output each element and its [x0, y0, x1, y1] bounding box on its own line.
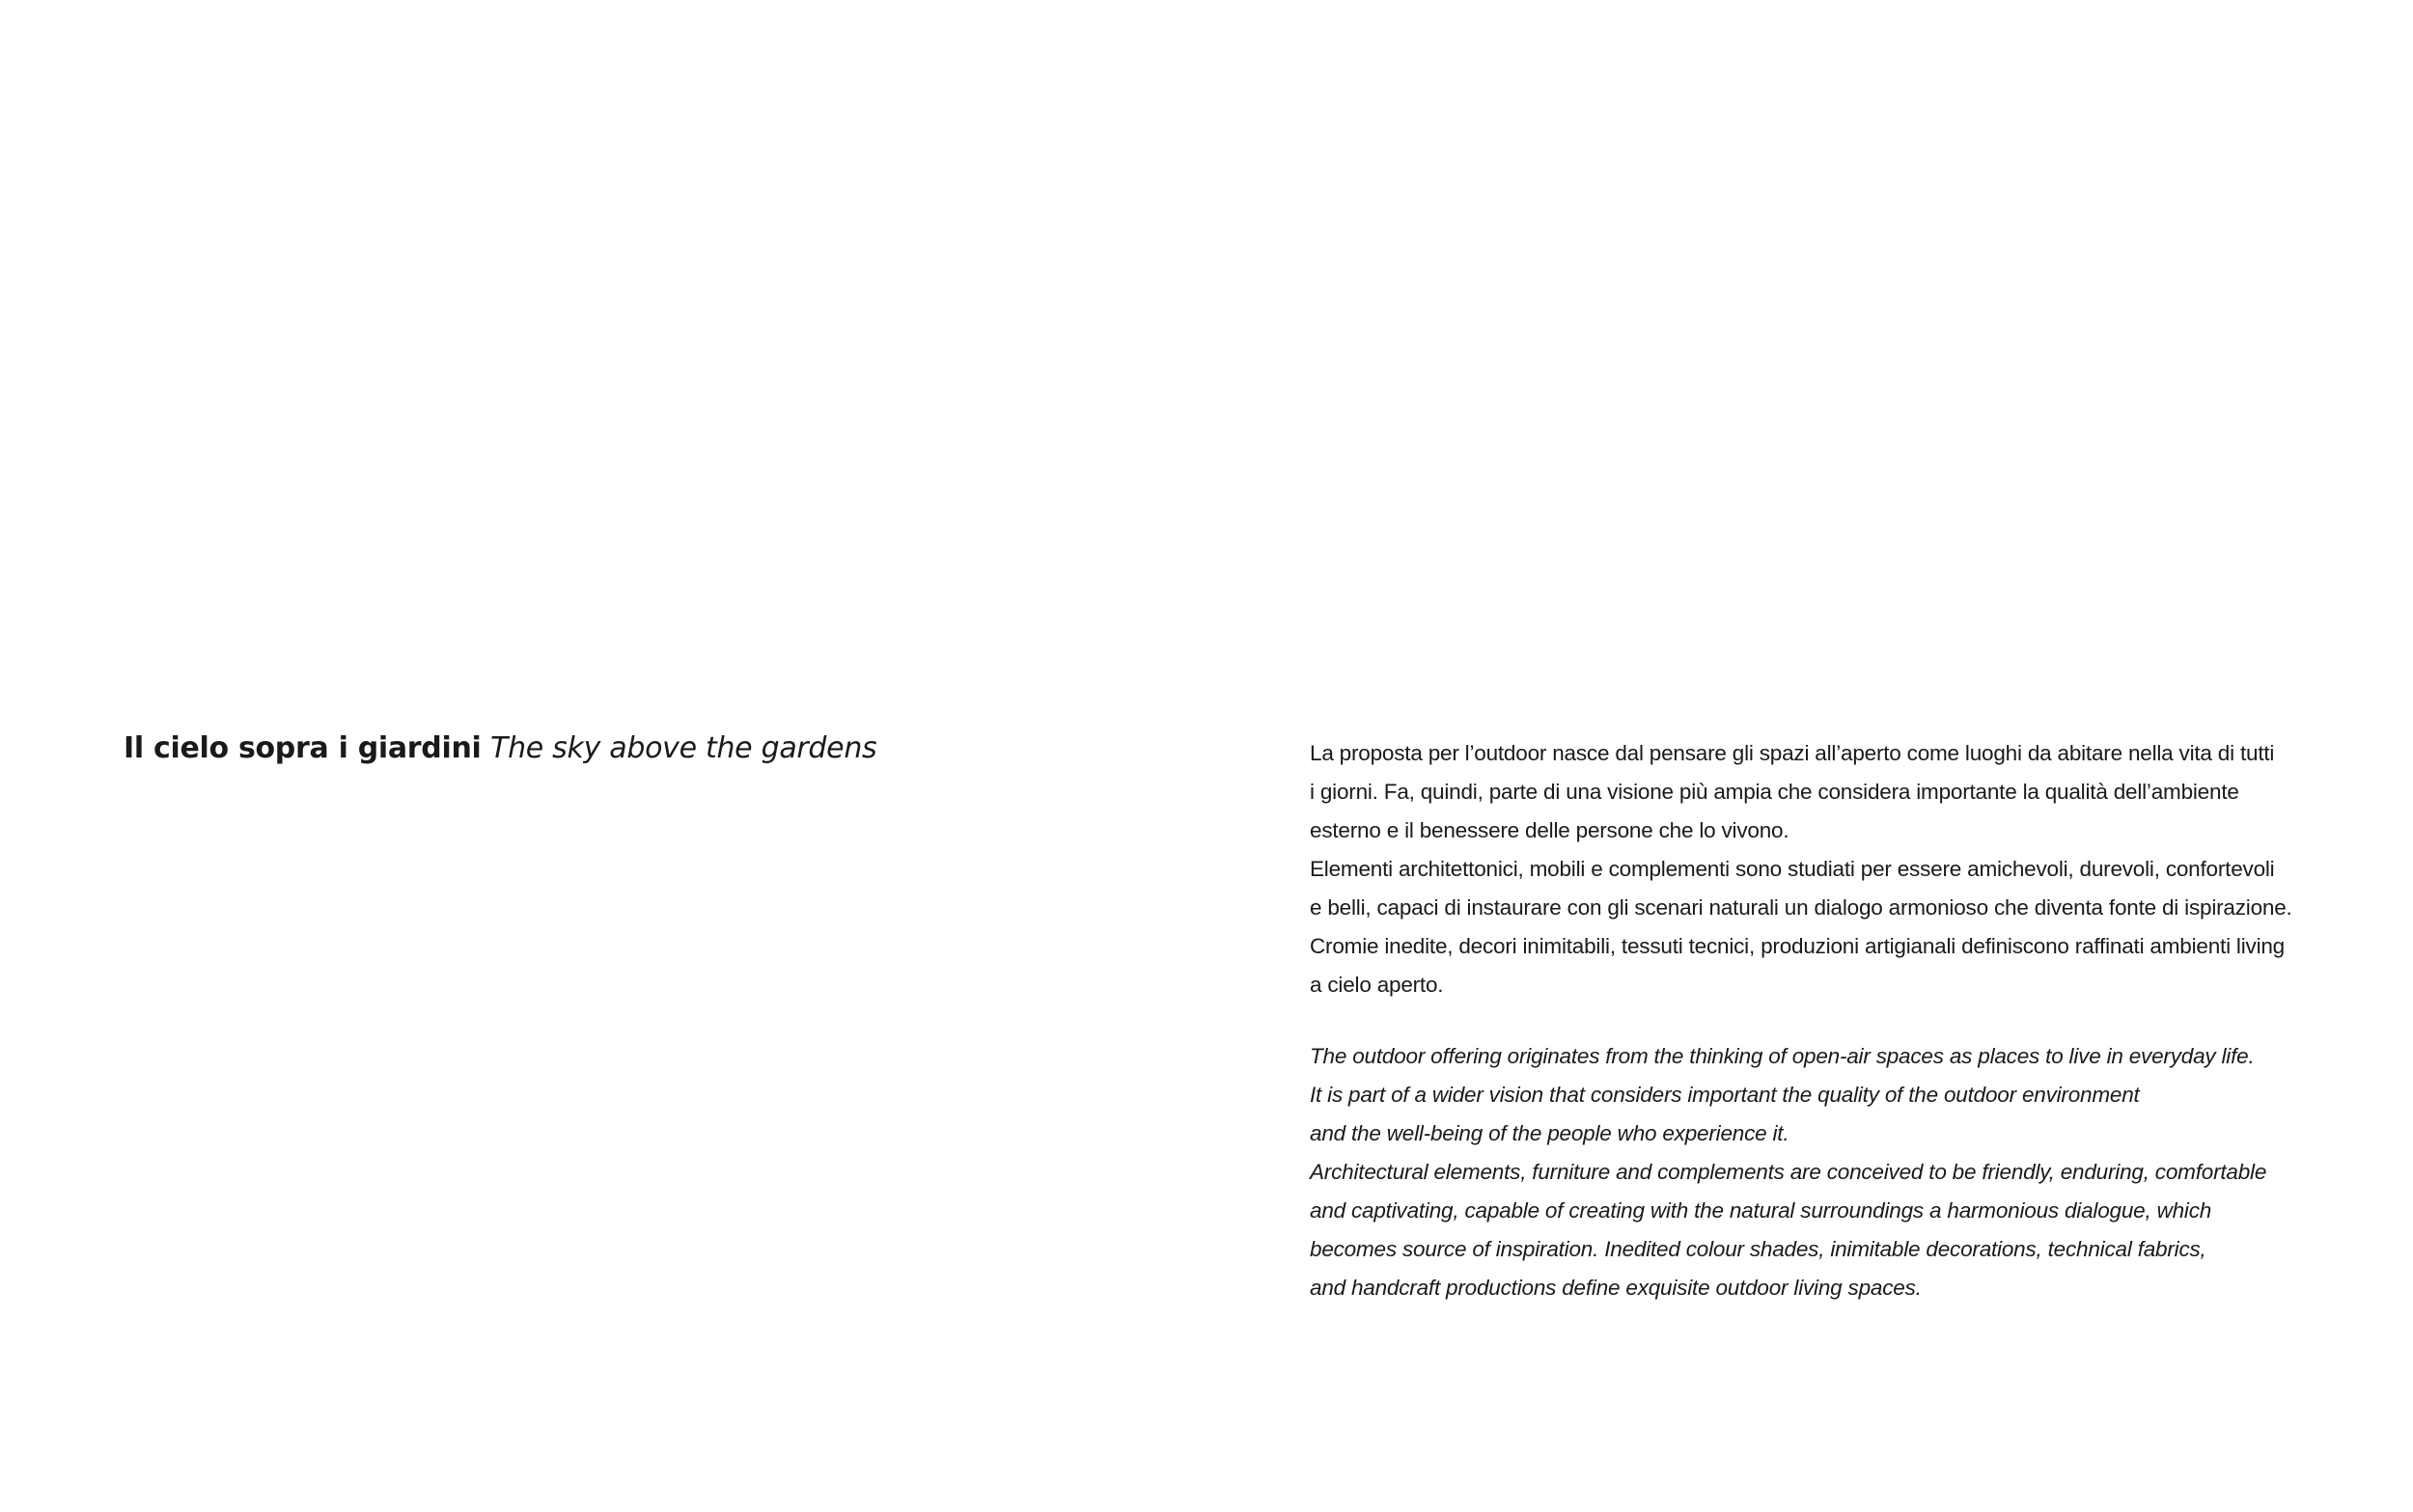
page-heading — [124, 729, 876, 768]
italian-line: La proposta per l’outdoor nasce dal pensare gli spazi all’aperto come luoghi da abitare nella vita di tutti — [1310, 741, 2275, 765]
english-line: and captivating, capable of creating with the natural surroundings a harmonious dialogue, which — [1310, 1198, 2212, 1223]
heading-english: The sky above the gardens — [490, 731, 877, 765]
italian-line: Elementi architettonici, mobili e complementi sono studiati per essere amichevoli, durevoli, confortevoli — [1310, 857, 2275, 881]
italian-line: e belli, capaci di instaurare con gli scenari naturali un dialogo armonioso che diventa fonte di ispirazione. — [1310, 895, 2292, 920]
italian-line: Cromie inedite, decori inimitabili, tessuti tecnici, produzioni artigianali definiscono raffinati ambienti living — [1310, 934, 2285, 958]
english-line: and the well-being of the people who experience it. — [1310, 1121, 1789, 1145]
english-line: It is part of a wider vision that considers important the quality of the outdoor environment — [1310, 1083, 2140, 1107]
english-paragraph — [1310, 1037, 2333, 1307]
english-line: Architectural elements, furniture and complements are conceived to be friendly, enduring, comfortable — [1310, 1160, 2267, 1184]
italian-line: i giorni. Fa, quindi, parte di una visione più ampia che considera importante la qualità dell’ambiente — [1310, 780, 2239, 804]
heading-italian: Il cielo sopra i giardini — [124, 731, 482, 765]
italian-paragraph — [1310, 734, 2333, 1004]
italian-line: a cielo aperto. — [1310, 973, 1444, 997]
english-line: and handcraft productions define exquisite outdoor living spaces. — [1310, 1276, 1922, 1300]
english-line: becomes source of inspiration. Inedited colour shades, inimitable decorations, technical fabrics, — [1310, 1237, 2206, 1261]
italian-line: esterno e il benessere delle persone che lo vivono. — [1310, 818, 1789, 842]
english-line: The outdoor offering originates from the thinking of open-air spaces as places to live in everyday life. — [1310, 1044, 2255, 1068]
